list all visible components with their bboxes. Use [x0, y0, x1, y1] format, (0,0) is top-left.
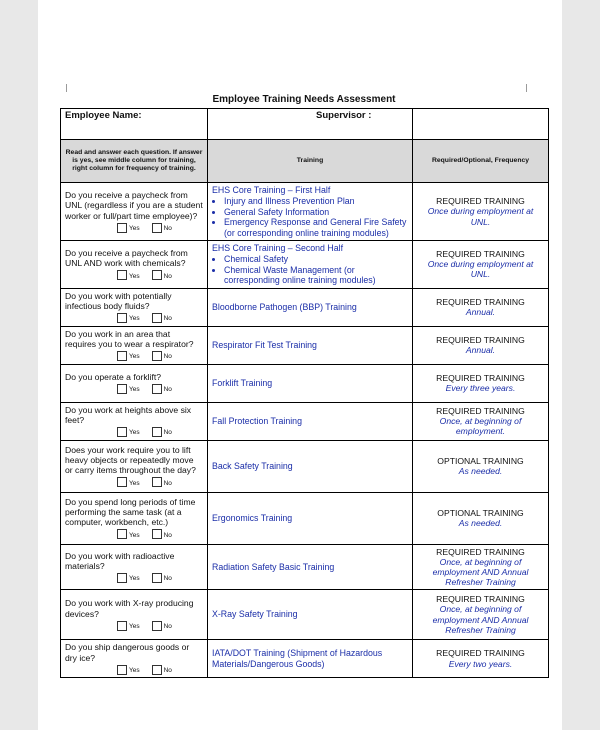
no-label: No — [163, 667, 172, 675]
requirement-status: OPTIONAL TRAINING — [437, 507, 524, 518]
question-cell — [61, 183, 208, 241]
question-text: Do you ship dangerous goods or dry ice? — [65, 642, 190, 663]
training-frequency: Once during employment at UNL. — [427, 206, 534, 227]
no-label: No — [163, 623, 172, 631]
no-checkbox[interactable] — [152, 621, 162, 631]
question-column-header: Read and answer each question. If answer is yes, see middle column for training, right column for frequency of training. — [61, 140, 208, 183]
supervisor-field[interactable] — [413, 109, 549, 140]
frequency-cell — [413, 364, 549, 402]
requirement-status: REQUIRED TRAINING — [436, 594, 525, 605]
question-cell — [61, 288, 208, 326]
training-item: • Chemical Safety — [224, 254, 408, 264]
no-option[interactable] — [152, 573, 172, 583]
question-text: Do you work in an area that requires you to wear a respirator? — [65, 328, 194, 349]
no-checkbox[interactable] — [152, 529, 162, 539]
training-cell — [208, 544, 413, 590]
no-option[interactable] — [152, 621, 172, 631]
yes-label: Yes — [129, 429, 140, 437]
yes-checkbox[interactable] — [117, 384, 127, 394]
frequency-cell — [413, 183, 549, 241]
yes-checkbox[interactable] — [117, 529, 127, 539]
yes-label: Yes — [129, 225, 140, 233]
yes-label: Yes — [129, 386, 140, 394]
training-cell — [208, 590, 413, 640]
table-row — [61, 544, 549, 590]
yes-no-options — [65, 384, 203, 394]
question-text: Do you receive a paycheck from UNL (regardless if you are a student worker or full/part time employee)? — [65, 190, 203, 221]
yes-option[interactable] — [117, 384, 140, 394]
training-cell — [208, 402, 413, 440]
question-cell — [61, 402, 208, 440]
no-option[interactable] — [152, 427, 172, 437]
question-text: Do you work with radioactive materials? — [65, 550, 175, 571]
requirement-status: REQUIRED TRAINING — [436, 405, 525, 416]
yes-checkbox[interactable] — [117, 223, 127, 233]
table-row — [61, 402, 549, 440]
training-name: Back Safety Training — [212, 460, 293, 471]
yes-checkbox[interactable] — [117, 573, 127, 583]
training-cell — [208, 440, 413, 492]
frequency-cell — [413, 492, 549, 544]
training-name: Forklift Training — [212, 377, 273, 388]
no-option[interactable] — [152, 223, 172, 233]
frequency-cell — [413, 402, 549, 440]
question-cell — [61, 590, 208, 640]
frequency-cell — [413, 326, 549, 364]
no-option[interactable] — [152, 351, 172, 361]
training-frequency: Annual. — [465, 307, 496, 317]
no-option[interactable] — [152, 477, 172, 487]
table-row — [61, 440, 549, 492]
frequency-column-header: Required/Optional, Frequency — [413, 140, 549, 183]
table-row — [61, 492, 549, 544]
no-checkbox[interactable] — [152, 313, 162, 323]
table-row — [61, 364, 549, 402]
yes-label: Yes — [129, 353, 140, 361]
no-option[interactable] — [152, 665, 172, 675]
yes-label: Yes — [129, 575, 140, 583]
requirement-status: REQUIRED TRAINING — [436, 296, 525, 307]
yes-checkbox[interactable] — [117, 270, 127, 280]
training-cell — [208, 364, 413, 402]
training-cell — [208, 326, 413, 364]
no-option[interactable] — [152, 384, 172, 394]
yes-no-options — [65, 313, 203, 323]
no-label: No — [163, 479, 172, 487]
training-frequency: Every three years. — [445, 383, 516, 393]
yes-no-options — [65, 223, 203, 233]
requirement-status: REQUIRED TRAINING — [436, 334, 525, 345]
no-checkbox[interactable] — [152, 384, 162, 394]
training-name: EHS Core Training – First Half — [212, 185, 331, 196]
no-label: No — [163, 386, 172, 394]
yes-checkbox[interactable] — [117, 427, 127, 437]
training-item: • Chemical Waste Management (or corresponding online training modules) — [224, 265, 408, 286]
yes-no-options — [65, 665, 203, 675]
table-row — [61, 183, 549, 241]
table-row — [61, 640, 549, 678]
yes-checkbox[interactable] — [117, 351, 127, 361]
yes-option[interactable] — [117, 351, 140, 361]
question-cell — [61, 364, 208, 402]
table-row — [61, 326, 549, 364]
training-name: IATA/DOT Training (Shipment of Hazardous Materials/Dangerous Goods) — [212, 648, 383, 669]
yes-option[interactable] — [117, 270, 140, 280]
training-name: Bloodborne Pathogen (BBP) Training — [212, 301, 357, 312]
training-name: Radiation Safety Basic Training — [212, 561, 335, 572]
training-name: Fall Protection Training — [212, 415, 302, 426]
no-checkbox[interactable] — [152, 427, 162, 437]
training-name: EHS Core Training – Second Half — [212, 243, 344, 253]
question-cell — [61, 544, 208, 590]
question-text: Do you operate a forklift? — [65, 371, 162, 382]
no-checkbox[interactable] — [152, 573, 162, 583]
yes-option[interactable] — [117, 477, 140, 487]
yes-option[interactable] — [117, 223, 140, 233]
no-label: No — [163, 272, 172, 280]
yes-no-options — [65, 427, 203, 437]
training-frequency: Once, at beginning of employment AND Annual Refresher Training — [432, 604, 529, 635]
frequency-cell — [413, 241, 549, 289]
question-cell — [61, 326, 208, 364]
yes-no-options — [65, 621, 203, 631]
yes-no-options — [65, 573, 203, 583]
question-text: Do you work with X-ray producing devices? — [65, 598, 194, 619]
no-checkbox[interactable] — [152, 477, 162, 487]
training-column-header: Training — [208, 140, 413, 183]
no-label: No — [163, 315, 172, 323]
no-checkbox[interactable] — [152, 223, 162, 233]
yes-option[interactable] — [117, 313, 140, 323]
no-checkbox[interactable] — [152, 351, 162, 361]
training-frequency: Once, at beginning of employment. — [439, 415, 522, 437]
yes-no-options — [65, 351, 203, 361]
training-list — [212, 196, 408, 238]
yes-no-options — [65, 270, 203, 280]
training-item: • Injury and Illness Prevention Plan — [224, 196, 408, 206]
assessment-table — [60, 108, 549, 678]
question-cell — [61, 241, 208, 289]
no-checkbox[interactable] — [152, 665, 162, 675]
question-text: Do you receive a paycheck from UNL AND work with chemicals? — [65, 248, 188, 269]
training-cell — [208, 492, 413, 544]
document-title: Employee Training Needs Assessment — [212, 94, 396, 105]
frequency-cell — [413, 544, 549, 590]
no-label: No — [163, 353, 172, 361]
yes-option[interactable] — [117, 621, 140, 631]
no-label: No — [163, 531, 172, 539]
training-name: X-Ray Safety Training — [212, 609, 298, 620]
frequency-cell — [413, 640, 549, 678]
training-name: Respirator Fit Test Training — [212, 339, 317, 350]
supervisor-label: Supervisor : — [208, 109, 413, 140]
question-text: Do you work at heights above six feet? — [65, 404, 192, 425]
no-option[interactable] — [152, 270, 172, 280]
training-cell — [208, 288, 413, 326]
yes-option[interactable] — [117, 529, 140, 539]
question-cell — [61, 440, 208, 492]
yes-option[interactable] — [117, 427, 140, 437]
requirement-status: REQUIRED TRAINING — [436, 648, 525, 659]
yes-checkbox[interactable] — [117, 621, 127, 631]
training-cell — [208, 640, 413, 678]
table-row — [61, 241, 549, 289]
yes-label: Yes — [129, 623, 140, 631]
question-text: Do you spend long periods of time performing the same task (at a computer, workbench, etc.) — [65, 496, 196, 528]
question-cell — [61, 640, 208, 678]
training-item: • Emergency Response and General Fire Safety (or corresponding online training modules) — [224, 217, 408, 238]
training-frequency: Every two years. — [448, 658, 513, 669]
requirement-status: OPTIONAL TRAINING — [437, 455, 524, 466]
training-frequency: Once, at beginning of employment AND Annual Refresher Training — [432, 556, 529, 587]
training-list — [212, 254, 408, 285]
no-checkbox[interactable] — [152, 270, 162, 280]
yes-no-options — [65, 477, 203, 487]
requirement-status: REQUIRED TRAINING — [436, 546, 525, 557]
question-cell — [61, 492, 208, 544]
yes-option[interactable] — [117, 665, 140, 675]
no-option[interactable] — [152, 313, 172, 323]
yes-label: Yes — [129, 272, 140, 280]
training-item: • General Safety Information — [224, 207, 408, 217]
employee-name-label: Employee Name: — [61, 109, 208, 140]
table-row — [61, 288, 549, 326]
yes-option[interactable] — [117, 573, 140, 583]
no-label: No — [163, 429, 172, 437]
table-row — [61, 590, 549, 640]
crop-mark — [66, 84, 67, 92]
no-label: No — [163, 575, 172, 583]
frequency-cell — [413, 590, 549, 640]
frequency-cell — [413, 288, 549, 326]
yes-no-options — [65, 529, 203, 539]
no-label: No — [163, 225, 172, 233]
yes-checkbox[interactable] — [117, 477, 127, 487]
no-option[interactable] — [152, 529, 172, 539]
training-cell — [208, 241, 413, 289]
requirement-status: REQUIRED TRAINING — [436, 372, 525, 383]
requirement-status: REQUIRED TRAINING — [436, 196, 525, 207]
question-text: Do you work with potentially infectious body fluids? — [65, 290, 172, 311]
yes-label: Yes — [129, 315, 140, 323]
training-frequency: Annual. — [465, 345, 496, 355]
training-frequency: Once during employment at UNL. — [427, 259, 534, 280]
yes-checkbox[interactable] — [117, 313, 127, 323]
training-cell — [208, 183, 413, 241]
frequency-cell — [413, 440, 549, 492]
question-text: Does your work require you to lift heavy objects or repeatedly move or carry items throughout the day? — [65, 444, 196, 476]
yes-checkbox[interactable] — [117, 665, 127, 675]
training-name: Ergonomics Training — [212, 512, 293, 523]
requirement-status: REQUIRED TRAINING — [436, 249, 525, 260]
yes-label: Yes — [129, 479, 140, 487]
training-frequency: As needed. — [458, 518, 503, 528]
training-frequency: As needed. — [458, 466, 503, 476]
yes-label: Yes — [129, 667, 140, 675]
crop-mark — [526, 84, 527, 92]
yes-label: Yes — [129, 531, 140, 539]
